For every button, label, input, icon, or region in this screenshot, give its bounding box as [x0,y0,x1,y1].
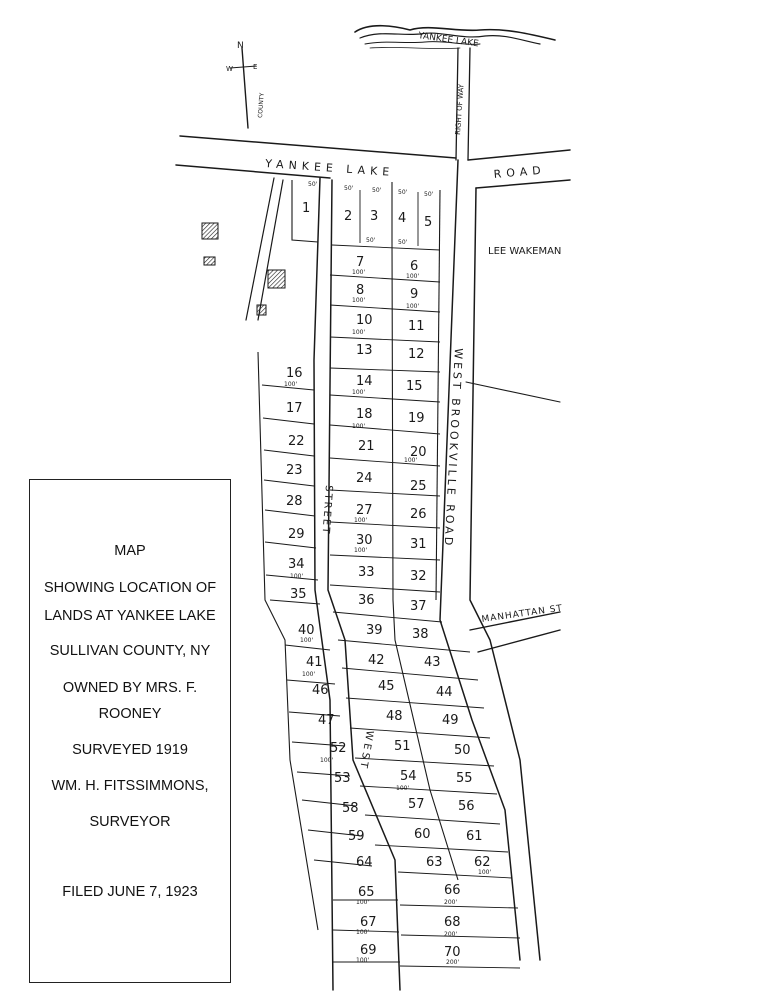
dimension-label: 50' [398,189,408,196]
lot-number: 63 [426,855,443,870]
lot-number: 70 [444,945,461,960]
lee-wakeman-label: LEE WAKEMAN [488,246,562,257]
lot-number: 20 [410,445,427,460]
property-line [466,382,560,402]
lot-number: 5 [424,215,433,230]
lot-number: 11 [408,319,425,334]
lot-number: 61 [466,829,483,844]
lot-number: 15 [406,379,423,394]
lot-number: 50 [454,743,471,758]
lot-number: 40 [298,623,315,638]
lot-number: 18 [356,407,373,422]
lot-numbers [286,201,491,960]
dimension-label: 100' [320,757,334,764]
dimension-label: 50' [366,237,376,244]
title-line-2: LANDS AT YANKEE LAKE [44,608,216,624]
dimension-label: 100' [300,637,314,644]
title-line-9: FILED JUNE 7, 1923 [62,884,198,900]
lot-number: 44 [436,685,453,700]
right-of-way [454,48,470,160]
yankee-lake-road-label-1: YANKEE LAKE [264,157,395,180]
lot-number: 30 [356,533,373,548]
yankee-lake-shoreline [355,26,555,50]
manhattan-st-label: MANHATTAN ST [481,603,564,625]
street-label: STREET [319,484,334,536]
dimension-label: 100' [352,329,366,336]
lot-number: 55 [456,771,473,786]
lot-number: 16 [286,366,303,381]
lot-number: 59 [348,829,365,844]
lot-number: 27 [356,503,373,518]
yankee-lake-water-label: YANKEE LAKE [417,31,480,50]
lot-number: 47 [318,713,335,728]
lot-number: 28 [286,494,303,509]
building [202,223,218,239]
dimension-label: 100' [352,269,366,276]
dimension-label: 200' [444,899,458,906]
dimension-label: 100' [352,389,366,396]
lot-number: 9 [410,287,419,302]
title-line-3: SULLIVAN COUNTY, NY [49,643,211,659]
dimension-label: 100' [290,573,304,580]
lot-number: 51 [394,739,411,754]
lot-number: 6 [410,259,419,274]
dimension-label: 100' [352,423,366,430]
dimension-label: 50' [308,181,318,188]
lot-number: 57 [408,797,425,812]
dimension-label: 100' [352,297,366,304]
west-brookville-road [440,160,540,960]
lot-number: 58 [342,801,359,816]
compass [226,41,266,128]
lot-number: 49 [442,713,459,728]
lot-number: 62 [474,855,491,870]
dimension-label: 50' [398,239,408,246]
lot-number: 7 [356,255,365,270]
lot-number: 53 [334,771,351,786]
building [204,257,215,265]
dimension-label: 100' [284,381,298,388]
lot-number: 19 [408,411,425,426]
lot-number: 35 [290,587,307,602]
lot-number: 33 [358,565,375,580]
rockville-road-label: WEST BROOKVILLE ROAD [441,347,465,549]
yankee-lake-road [176,136,570,188]
lot-number: 12 [408,347,425,362]
dimension-label: 100' [404,457,418,464]
lot-number: 22 [288,434,305,449]
dimension-label: 100' [356,957,370,964]
lot-number: 21 [358,439,375,454]
lot-number: 37 [410,599,427,614]
lot-number: 25 [410,479,427,494]
dimension-label: 100' [406,303,420,310]
title-line-8: SURVEYOR [89,814,171,830]
lot-number: 65 [358,885,375,900]
lot-number: 52 [330,741,347,756]
lot-number: 2 [344,209,353,224]
lot-number: 48 [386,709,403,724]
dimension-label: 100' [478,869,492,876]
dimension-label: 100' [396,785,410,792]
dimension-label: 100' [302,671,316,678]
lot-number: 54 [400,769,417,784]
lot-number: 29 [288,527,305,542]
lot-number: 38 [412,627,429,642]
lane-lines [246,178,283,320]
yankee-lake-road-label-2: ROAD [493,163,547,181]
lot-number: 3 [370,209,379,224]
lot-number: 4 [398,211,407,226]
lot-number: 34 [288,557,305,572]
county-label: COUNTY [257,92,266,119]
compass-west: W [226,65,233,73]
compass-north: N [237,41,244,51]
lot-number: 43 [424,655,441,670]
lot-number: 56 [458,799,475,814]
lot-number: 32 [410,569,427,584]
lot-number: 24 [356,471,373,486]
dimension-label: 100' [356,929,370,936]
dimension-label: 50' [424,191,434,198]
lot-number: 31 [410,537,427,552]
title-line-7: WM. H. FITSSIMMONS, [51,778,209,794]
lot-number: 10 [356,313,373,328]
title-line-6: SURVEYED 1919 [72,742,188,758]
lot-number: 14 [356,374,373,389]
compass-east: E [253,63,258,71]
dimension-label: 200' [444,931,458,938]
map-heading: MAP [114,543,146,559]
dimension-label: 100' [356,899,370,906]
building [257,305,266,315]
lot-number: 39 [366,623,383,638]
lot-number: 64 [356,855,373,870]
lot-number: 45 [378,679,395,694]
title-line-1: SHOWING LOCATION OF [43,580,217,596]
lot-number: 1 [302,201,311,216]
lot-number: 8 [356,283,365,298]
dimension-label: 100' [406,273,420,280]
lot-number: 67 [360,915,377,930]
building [268,270,285,288]
lot-number: 68 [444,915,461,930]
lot-number: 17 [286,401,303,416]
lot-number: 46 [312,683,329,698]
lot-number: 36 [358,593,375,608]
lot-number: 69 [360,943,377,958]
title-block [29,479,231,983]
dimension-label: 100' [354,547,368,554]
lot-number: 26 [410,507,427,522]
lot-number: 41 [306,655,323,670]
lot-number: 66 [444,883,461,898]
west-label: WEST [356,729,375,772]
manhattan-street [470,604,564,652]
lot-number: 23 [286,463,303,478]
lot-number: 60 [414,827,431,842]
title-line-5: ROONEY [98,706,162,722]
right-of-way-label: RIGHT OF WAY [454,83,466,136]
dimension-label: 200' [446,959,460,966]
title-line-4: OWNED BY MRS. F. [62,680,198,696]
lot-number: 13 [356,343,373,358]
dimension-label: 50' [344,185,354,192]
dimension-label: 100' [354,517,368,524]
lot-number: 42 [368,653,385,668]
dimension-label: 50' [372,187,382,194]
